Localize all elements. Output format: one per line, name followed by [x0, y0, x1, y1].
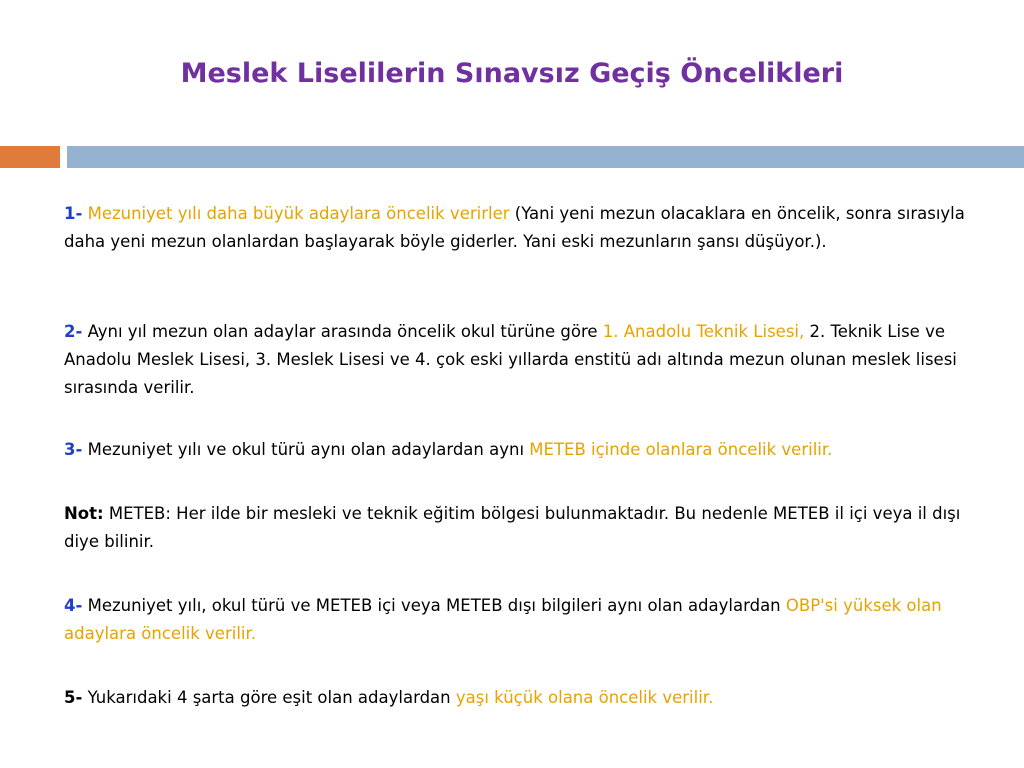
- list-item-4: [64, 592, 974, 648]
- item-number: 1-: [64, 204, 83, 223]
- item-highlight: 1. Anadolu Teknik Lisesi,: [602, 322, 805, 341]
- list-item-2: [64, 318, 974, 402]
- accent-bar-orange: [0, 146, 60, 168]
- item-number: 2-: [64, 322, 83, 341]
- slide-title: Meslek Liselilerin Sınavsız Geçiş Öncelikleri: [180, 58, 844, 89]
- item-text: Aynı yıl mezun olan adaylar arasında öncelik okul türüne göre: [82, 322, 603, 341]
- item-text: Yukarıdaki 4 şarta göre eşit olan adaylardan: [82, 688, 456, 707]
- item-number: 3-: [64, 440, 83, 459]
- item-highlight: Mezuniyet yılı daha büyük adaylara öncelik verirler: [87, 204, 510, 223]
- list-item-3: [64, 436, 974, 464]
- item-text: (Yani yeni mezun olacaklara en öncelik, sonra sırasıyla daha yeni mezun olanlardan başlayarak böyle giderler. Yani eski mezunların şansı düşüyor.).: [64, 204, 965, 251]
- accent-bar-blue: [67, 146, 1024, 168]
- item-number: 5-: [64, 688, 83, 707]
- list-item-1: [64, 200, 974, 256]
- item-highlight: METEB içinde olanlara öncelik verilir.: [529, 440, 833, 459]
- note-text: METEB: Her ilde bir mesleki ve teknik eğitim bölgesi bulunmaktadır. Bu nedenle METEB il içi veya il dışı diye bilinir.: [64, 504, 961, 551]
- note-paragraph: [64, 500, 974, 556]
- item-highlight: OBP'si yüksek olan adaylara öncelik verilir.: [64, 596, 942, 643]
- note-label: Not:: [64, 504, 104, 523]
- item-text-rest: 2. Teknik Lise ve Anadolu Meslek Lisesi, 3. Meslek Lisesi ve 4. çok eski yıllarda enstitü adı altında mezun olunan meslek lisesi sırasında verilir.: [64, 322, 957, 397]
- item-number: 4-: [64, 596, 83, 615]
- list-item-5: [64, 684, 974, 712]
- item-text: Mezuniyet yılı ve okul türü aynı olan adaylardan aynı: [82, 440, 530, 459]
- item-text: Mezuniyet yılı, okul türü ve METEB içi veya METEB dışı bilgileri aynı olan adaylardan: [82, 596, 786, 615]
- item-highlight: yaşı küçük olana öncelik verilir.: [455, 688, 714, 707]
